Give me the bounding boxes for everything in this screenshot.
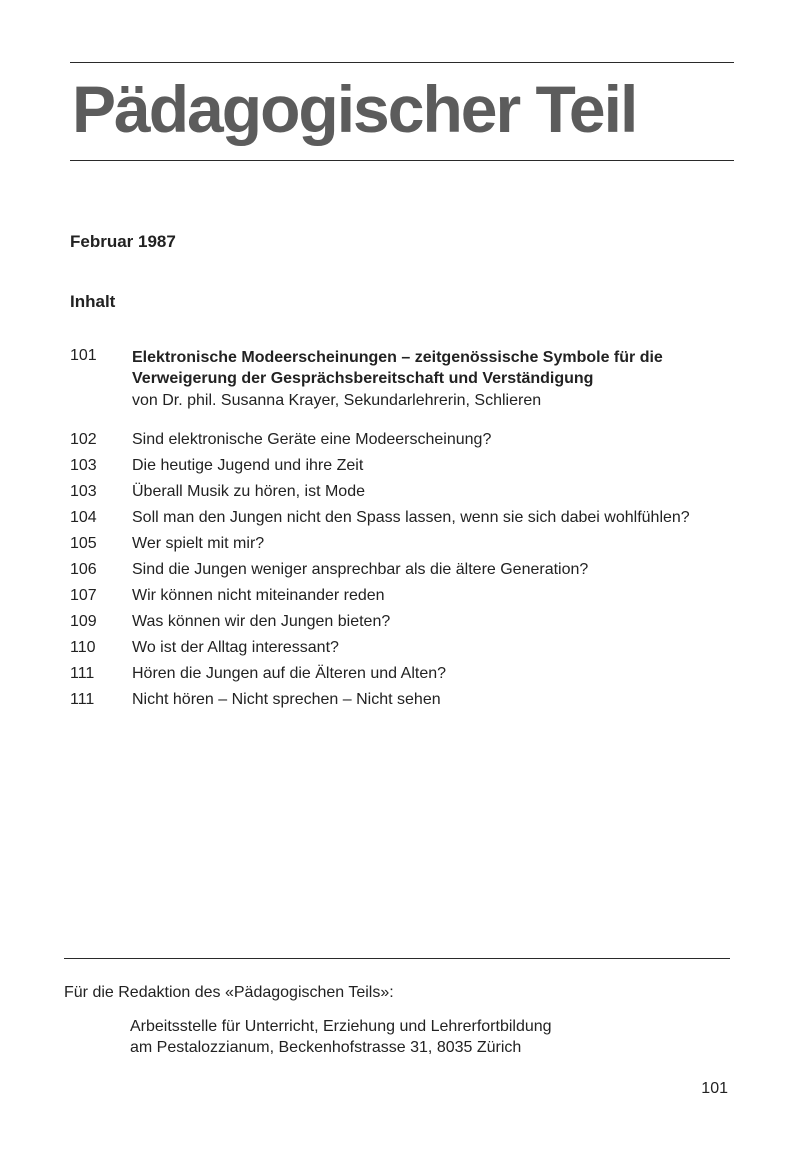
toc-lead-title: Elektronische Modeerscheinungen – zeitgenössische Symbole für die Verweigerung der Gesprächsbereitschaft und Verständigung	[132, 349, 663, 387]
toc-item-title: Wer spielt mit mir?	[132, 535, 265, 552]
toc-item-page: 107	[70, 587, 97, 604]
toc-item	[70, 430, 730, 456]
page-number: 101	[701, 1080, 728, 1097]
toc-item-page: 110	[70, 639, 96, 656]
toc-item-page: 111	[70, 691, 95, 708]
toc-item-title: Soll man den Jungen nicht den Spass lassen, wenn sie sich dabei wohlfühlen?	[132, 509, 690, 526]
toc-item-title: Die heutige Jugend und ihre Zeit	[132, 457, 364, 474]
toc-item-title: Hören die Jungen auf die Älteren und Alten?	[132, 665, 447, 682]
address-line-2: am Pestalozzianum, Beckenhofstrasse 31, 8035 Zürich	[130, 1039, 522, 1056]
toc-item-page: 106	[70, 561, 97, 578]
toc-item	[70, 664, 730, 690]
page-title: Pädagogischer Teil	[72, 72, 637, 146]
footer-rule	[64, 958, 730, 959]
toc-item	[70, 456, 730, 482]
toc-item-title: Was können wir den Jungen bieten?	[132, 613, 391, 630]
toc-lead-author: von Dr. phil. Susanna Krayer, Sekundarlehrerin, Schlieren	[132, 392, 542, 409]
toc-item	[70, 534, 730, 560]
toc-item-title: Sind die Jungen weniger ansprechbar als die ältere Generation?	[132, 561, 589, 578]
toc-item-page: 103	[70, 457, 97, 474]
toc-item-title: Wir können nicht miteinander reden	[132, 587, 385, 604]
top-rule	[70, 62, 734, 63]
contents-heading: Inhalt	[70, 292, 116, 311]
toc-item-title: Wo ist der Alltag interessant?	[132, 639, 339, 656]
toc-item-page: 105	[70, 535, 97, 552]
toc-item-page: 104	[70, 509, 97, 526]
toc-item	[70, 482, 730, 508]
toc-item-title: Nicht hören – Nicht sprechen – Nicht sehen	[132, 691, 441, 708]
toc-item-page: 103	[70, 483, 97, 500]
toc-item-page: 109	[70, 613, 97, 630]
toc-item	[70, 508, 730, 534]
toc-item-page: 102	[70, 431, 97, 448]
toc-item-page: 111	[70, 665, 95, 682]
toc-list	[70, 430, 730, 716]
address-line-1: Arbeitsstelle für Unterricht, Erziehung und Lehrerfortbildung	[130, 1018, 552, 1035]
editorial-label: Für die Redaktion des «Pädagogischen Teils»:	[64, 984, 394, 1001]
toc-item-title: Sind elektronische Geräte eine Modeerscheinung?	[132, 431, 492, 448]
issue-date: Februar 1987	[70, 232, 176, 251]
editorial-address	[130, 1016, 552, 1058]
toc-item	[70, 690, 730, 716]
title-rule	[70, 160, 734, 161]
toc-item	[70, 586, 730, 612]
toc-item-title: Überall Musik zu hören, ist Mode	[132, 483, 365, 500]
toc-lead-page: 101	[70, 347, 97, 364]
toc-item	[70, 638, 730, 664]
toc-item	[70, 612, 730, 638]
toc-item	[70, 560, 730, 586]
